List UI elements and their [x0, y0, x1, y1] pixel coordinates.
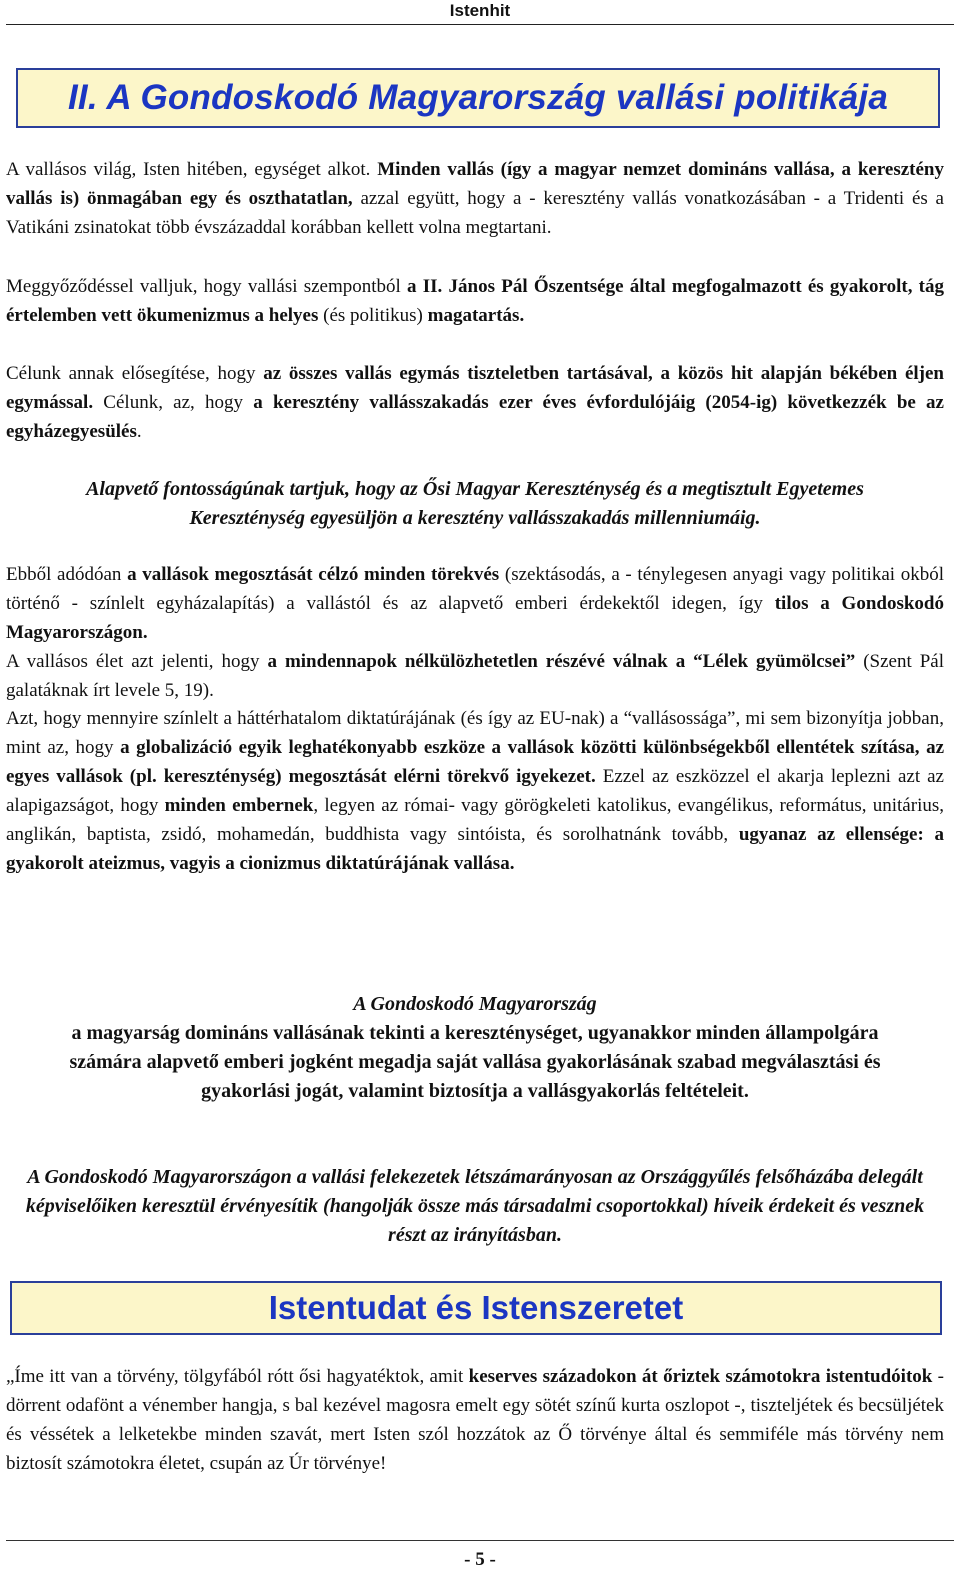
bold-text: a globalizáció egyik leghatékonyabb eszköze a vallások közötti különbségekből ellentétek szítása, az egyes vallások (pl. kereszténység) megosztását elérni törekvő igyekezet.: [6, 737, 945, 787]
paragraph-text: Ezzel az eszközzel el akarja leplezni azt az alapigazságot, hogy: [6, 766, 944, 816]
bold-text: magatartás.: [427, 305, 525, 326]
centered-body: a magyarság domináns vallásának tekinti a kereszténységet, ugyanakkor minden állampolgára számára alapvető emberi jogként megadja saját vallása gyakorlásának szabad megválasztási és gyakorlási jogát, valamint biztosítja a vallásgyakorlás feltételeit.: [69, 1022, 881, 1102]
paragraph-text: Meggyőződéssel valljuk, hogy vallási szempontból: [6, 276, 408, 297]
page-number: - 5 -: [464, 1549, 496, 1570]
bold-text: tilos a Gondoskodó Magyarországon.: [6, 593, 944, 643]
paragraph-text: A vallásos élet azt jelenti, hogy: [6, 651, 268, 672]
bold-text: a II. János Pál Őszentsége által megfogalmazott és gyakorolt, tág értelemben vett ökumenizmus a helyes: [6, 276, 944, 326]
running-header: Istenhit: [449, 1, 511, 20]
paragraph-unity: [6, 155, 944, 242]
paragraph-text: A vallásos világ, Isten hitében, egységet alkot.: [6, 159, 371, 180]
italic-statement: A Gondoskodó Magyarországon a vallási felekezetek létszámarányosan az Országgyűlés felsőházába delegált képviselőiken keresztül érvényesítik (hangolják össze más társadalmi csoportokkal) híveik érdekeit és vesznek részt az irányításban.: [25, 1166, 925, 1246]
paragraph-text: (Szent Pál galatáknak írt levele 5, 19).: [6, 651, 944, 701]
paragraph-text: Célunk, az, hogy: [93, 392, 254, 413]
paragraph-text: .: [136, 421, 142, 442]
bold-text: minden embernek: [164, 795, 314, 816]
italic-statement: Alapvető fontosságúnak tartjuk, hogy az Ősi Magyar Kereszténység és a megtisztult Egyetemes Kereszténység egyesüljön a keresztény vallásszakadás millenniumáig.: [86, 478, 864, 529]
section-title-box: [16, 68, 940, 128]
bold-text: Minden vallás (így a magyar nemzet domináns vallása, a keresztény vallás is) önmagában egy és oszthatatlan,: [6, 159, 944, 209]
paragraph-text: Célunk annak elősegítése, hogy: [6, 363, 264, 384]
bold-text: a vallások megosztását célzó minden törekvés: [127, 564, 500, 585]
paragraph-text: Ebből adódóan: [6, 564, 128, 585]
paragraph-text: - dörrent odafönt a vénember hangja, s bal kezével magosra emelt egy sötét színű kurta oszlopot -, tiszteljétek és becsüljétek és véssétek a lelketekbe minden szavát, mert Isten szól hozzátok az Ő törvénye által és semmiféle más törvény nem biztosít számotokra életet, csupán az Úr törvénye!: [6, 1366, 945, 1474]
centered-statement: [6, 990, 944, 1106]
header-rule: [6, 24, 954, 25]
section-title: II. A Gondoskodó Magyarország vallási politikája: [68, 78, 888, 117]
paragraph-ecumenism: [6, 272, 944, 330]
bold-text: a mindennapok nélkülözhetetlen részévé válnak a “Lélek gyümölcsei”: [267, 651, 856, 672]
centered-title: A Gondoskodó Magyarország: [353, 993, 597, 1015]
paragraph-text: (szektásodás, a - ténylegesen anyagi vagy politikai okból történő - színlelt egyházalapítás) a vallástól és az alapvető emberi érdekektől idegen, így: [6, 564, 944, 614]
paragraph-religious-life: [6, 647, 944, 705]
paragraph-text: (és politikus): [318, 305, 428, 326]
paragraph-text: , legyen az római- vagy görögkeleti katolikus, evangélikus, református, unitárius, anglikán, baptista, zsidó, mohamedán, buddhista vagy sintóista, és sorolhatnánk tovább,: [6, 795, 944, 845]
paragraph-text: azzal együtt, hogy a - keresztény vallás vonatkozásában - a Tridenti és a Vatikáni zsinatokat több évszázaddal korábban kellett volna megtartani.: [6, 188, 944, 238]
paragraph-text: Azt, hogy mennyire színlelt a háttérhatalom diktatúrájának (és így az EU-nak) a “vallásossága”, mi sem bizonyítja jobban, mint az, hogy: [6, 708, 944, 758]
section-title-box: [10, 1281, 942, 1335]
paragraph-law: [6, 1362, 944, 1478]
paragraph-division: [6, 560, 944, 647]
section-title: Istentudat és Istenszeretet: [268, 1289, 684, 1326]
paragraph-text: „Íme itt van a törvény, tölgyfából rótt ősi hagyatéktok, amit: [6, 1366, 469, 1387]
paragraph-goal: [6, 359, 944, 446]
bold-text: ugyanaz az ellensége: a gyakorolt ateizmus, vagyis a cionizmus diktatúrájának vallása.: [6, 824, 945, 874]
footer-rule: [6, 1540, 954, 1541]
paragraph-globalization: [6, 704, 944, 878]
bold-text: keserves századokon át őriztek számotokra istentudóitok: [468, 1366, 933, 1387]
bold-text: az összes vallás egymás tiszteletben tartásával, a közös hit alapján békében éljen egymással.: [6, 363, 945, 413]
bold-text: a keresztény vallásszakadás ezer éves évfordulójáig (2054-ig) következzék be az egyházegyesülés: [6, 392, 944, 442]
